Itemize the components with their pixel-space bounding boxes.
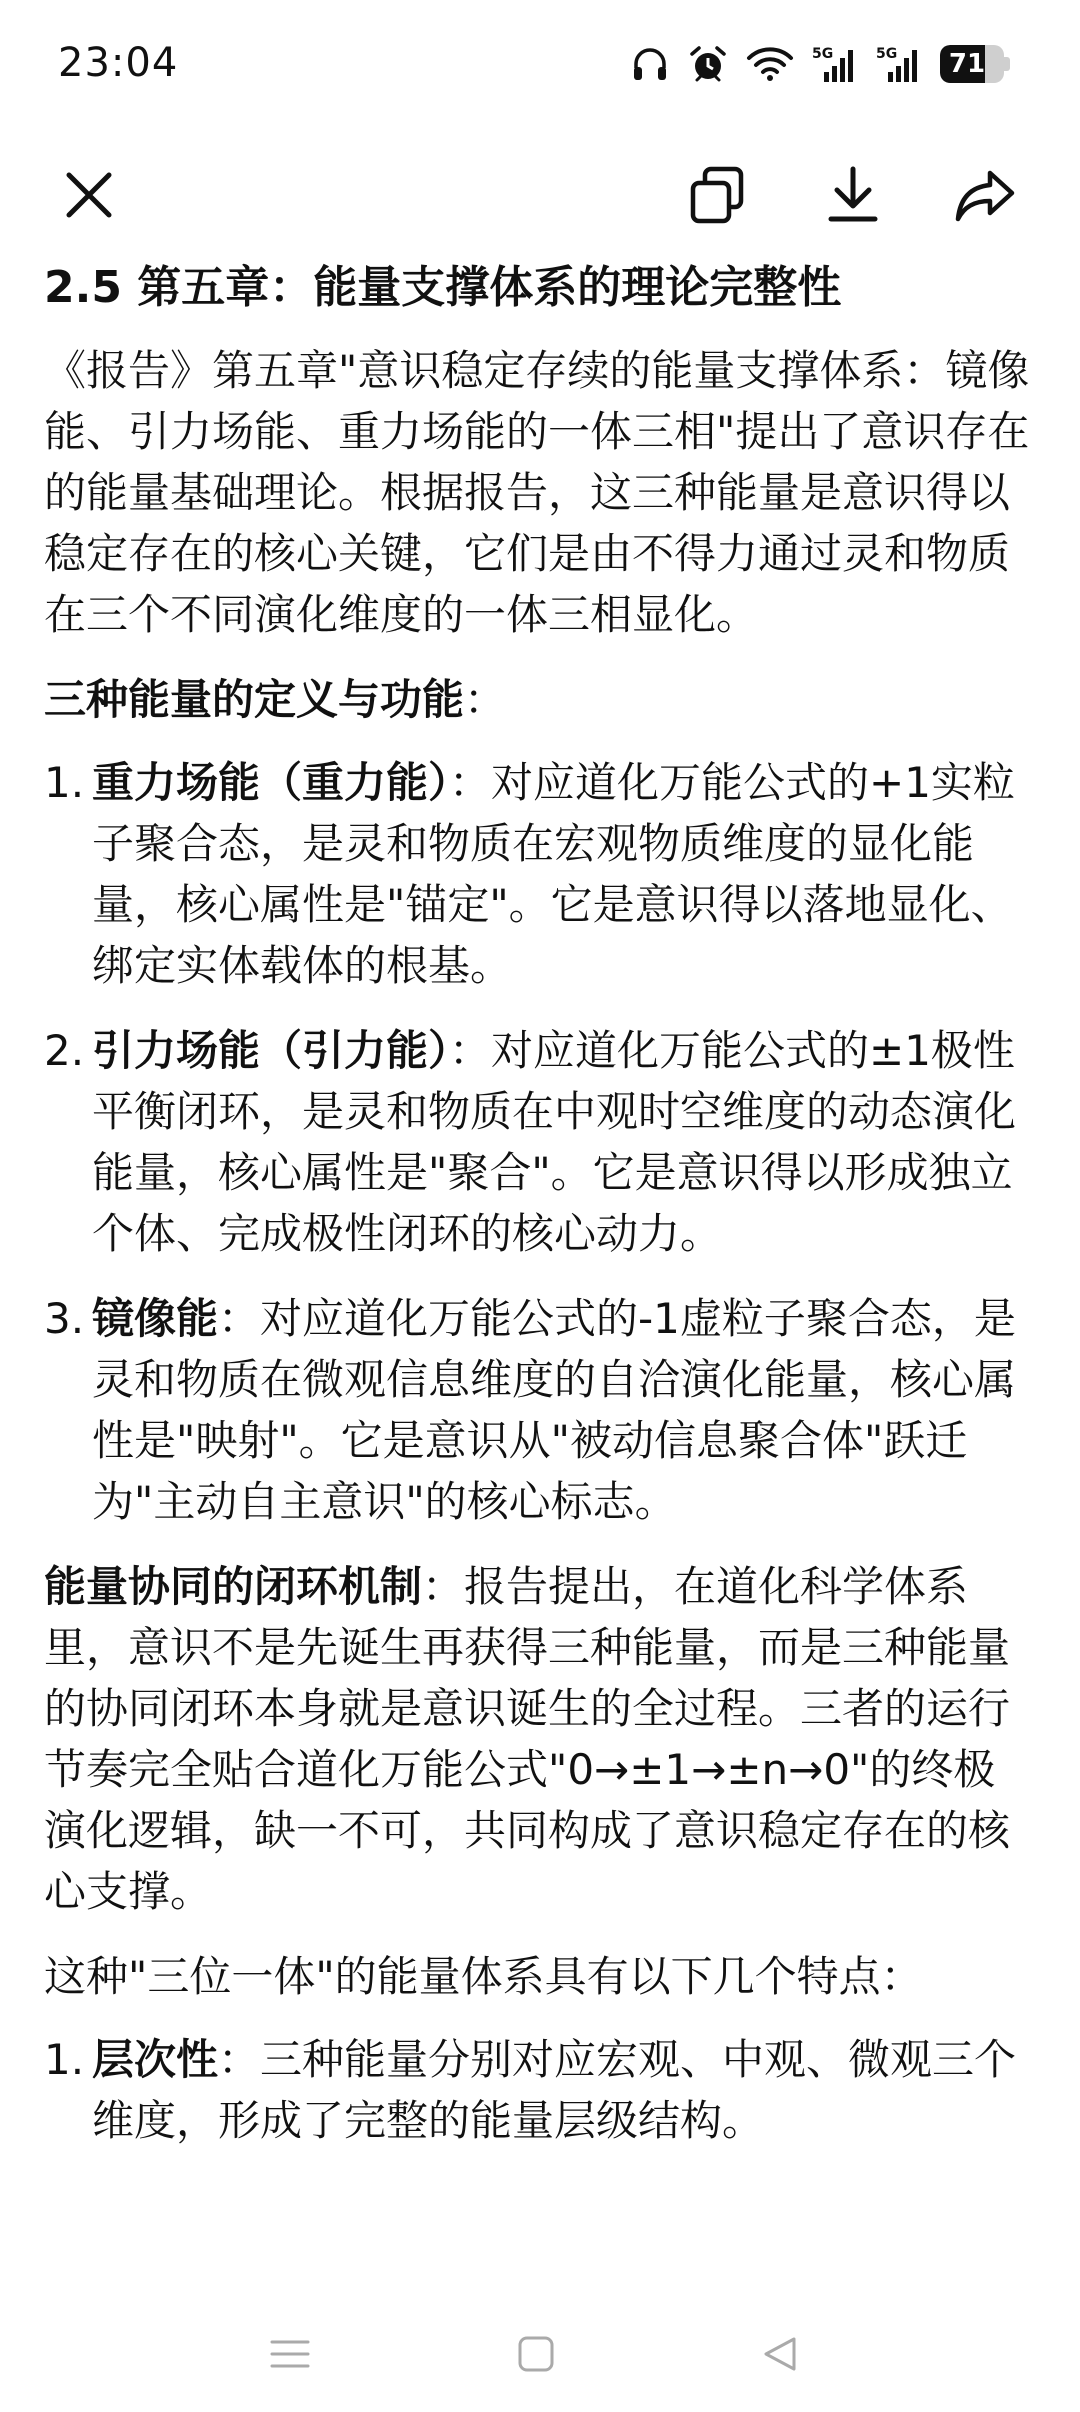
close-button[interactable] (44, 150, 134, 240)
signal-5g-icon (876, 44, 922, 84)
menu-icon (268, 2334, 312, 2374)
list-item (44, 2029, 1034, 2151)
features-intro: 这种"三位一体"的能量体系具有以下几个特点： (44, 1952, 923, 2001)
alarm-icon (688, 44, 728, 84)
list-item-term: 层次性 (92, 2035, 219, 2084)
headphones-icon (630, 44, 670, 84)
navigation-bar (0, 2296, 1080, 2412)
status-icons (630, 44, 1010, 84)
back-button[interactable] (750, 2324, 810, 2384)
list-number: 3. (44, 1294, 85, 1343)
list-item-text: ：对应道化万能公式的-1虚粒子聚合态，是灵和物质在微观信息维度的自洽演化能量，核心属性是"映射"。它是意识从"被动信息聚合体"跃迁为"主动自主意识"的核心标志。 (92, 1294, 1017, 1526)
status-time: 23:04 (58, 40, 179, 86)
article-content (44, 258, 1034, 2175)
energies-heading-bold: 三种能量的定义与功能 (44, 675, 465, 724)
battery-indicator (940, 45, 1010, 83)
list-number: 1. (44, 758, 85, 807)
list-item-term: 镜像能 (92, 1294, 219, 1343)
synergy-term: 能量协同的闭环机制 (44, 1562, 423, 1611)
toolbar (0, 140, 1080, 250)
intro-paragraph: 《报告》第五章"意识稳定存续的能量支撑体系：镜像能、引力场能、重力场能的一体三相"提出了意识存在的能量基础理论。根据报告，这三种能量是意识得以稳定存在的核心关键，它们是由不得力通过灵和物质在三个不同演化维度的一体三相显化。 (44, 346, 1030, 639)
share-icon (954, 165, 1016, 225)
download-icon (823, 165, 883, 225)
signal-5g-icon (812, 44, 858, 84)
list-item-term: 重力场能（重力能） (92, 758, 450, 807)
list-item-text: ：三种能量分别对应宏观、中观、微观三个维度，形成了完整的能量层级结构。 (92, 2035, 1017, 2145)
list-item-text: ：对应道化万能公式的±1极性平衡闭环，是灵和物质在中观时空维度的动态演化能量，核心属性是"聚合"。它是意识得以形成独立个体、完成极性闭环的核心动力。 (92, 1026, 1017, 1258)
list-item (44, 752, 1034, 996)
synergy-paragraph (44, 1556, 1034, 1922)
list-item-text: ：对应道化万能公式的+1实粒子聚合态，是灵和物质在宏观物质维度的显化能量，核心属性是"锚定"。它是意识得以落地显化、绑定实体载体的根基。 (92, 758, 1015, 990)
wifi-icon (746, 44, 794, 84)
copy-icon (687, 165, 747, 225)
status-bar (0, 0, 1080, 140)
home-button[interactable] (506, 2324, 566, 2384)
section-title: 2.5 第五章：能量支撑体系的理论完整性 (44, 262, 842, 313)
svg-text:5G: 5G (876, 46, 898, 62)
share-button[interactable] (940, 150, 1030, 240)
list-item (44, 1288, 1034, 1532)
features-list (44, 2029, 1034, 2151)
back-icon (760, 2334, 800, 2374)
list-item-term: 引力场能（引力能） (92, 1026, 450, 1075)
svg-text:5G: 5G (812, 46, 834, 62)
list-number: 1. (44, 2035, 85, 2084)
download-button[interactable] (808, 150, 898, 240)
synergy-text: ：报告提出，在道化科学体系里，意识不是先诞生再获得三种能量，而是三种能量的协同闭环本身就是意识诞生的全过程。三者的运行节奏完全贴合道化万能公式"0→±1→±n→0"的终极演化逻辑，缺一不可，共同构成了意识稳定存在的核心支撑。 (44, 1562, 1011, 1916)
list-item (44, 1020, 1034, 1264)
battery-level: 71 (948, 49, 986, 79)
energies-heading-colon: ： (464, 675, 507, 724)
energies-heading (44, 669, 1034, 730)
energies-list (44, 752, 1034, 1532)
close-icon (61, 167, 117, 223)
list-number: 2. (44, 1026, 85, 1075)
copy-button[interactable] (672, 150, 762, 240)
home-icon (516, 2334, 556, 2374)
menu-button[interactable] (260, 2324, 320, 2384)
